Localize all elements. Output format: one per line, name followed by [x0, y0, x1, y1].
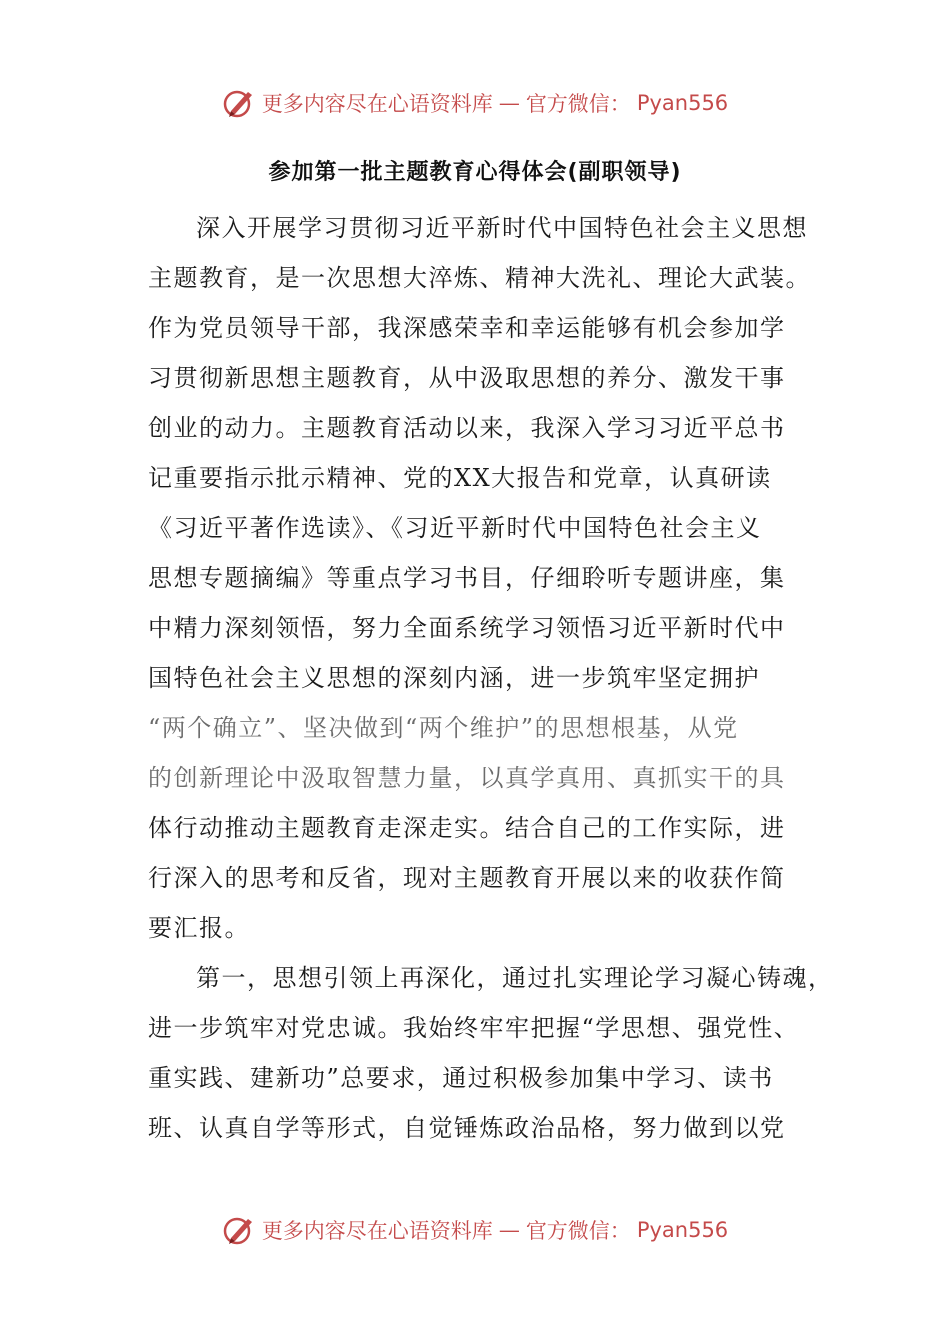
pen-circle-logo-icon	[222, 1213, 256, 1247]
paragraph-line: 记重要指示批示精神、党的XX大报告和党章，认真研读	[148, 464, 772, 492]
paragraph-line: 第一，思想引领上再深化，通过扎实理论学习凝心铸魂，	[196, 964, 834, 992]
banner-dash: —	[498, 91, 520, 115]
paragraph-line: 班、认真自学等形式，自觉锤炼政治品格，努力做到以党	[148, 1114, 786, 1142]
paragraph-line: 思想专题摘编》等重点学习书目，仔细聆听专题讲座，集	[148, 564, 786, 592]
paragraph-line: 创业的动力。主题教育活动以来，我深入学习习近平总书	[148, 414, 786, 442]
paragraph-line: 重实践、建新功”总要求，通过积极参加集中学习、读书	[148, 1064, 774, 1092]
banner-wechat-id: Pyan556	[636, 1218, 729, 1242]
banner-wechat-label: 官方微信：	[525, 92, 631, 116]
paragraph-line: 国特色社会主义思想的深刻内涵，进一步筑牢坚定拥护	[148, 664, 760, 692]
paragraph-line: 深入开展学习贯彻习近平新时代中国特色社会主义思想	[196, 214, 808, 242]
paragraph-line: 作为党员领导干部，我深感荣幸和幸运能够有机会参加学	[148, 314, 786, 342]
paragraph-2	[148, 953, 834, 1153]
paragraph-1	[148, 203, 811, 953]
paragraph-line: 中精力深刻领悟，努力全面系统学习领悟习近平新时代中	[148, 614, 786, 642]
paragraph-line: “两个确立”、坚决做到“两个维护”的思想根基，从党	[148, 714, 739, 742]
paragraph-line: 要汇报。	[148, 914, 250, 942]
document-title: 参加第一批主题教育心得体会(副职领导)	[268, 160, 682, 185]
pen-circle-logo-icon	[222, 86, 256, 120]
paragraph-line: 行深入的思考和反省，现对主题教育开展以来的收获作简	[148, 864, 786, 892]
paragraph-line: 习贯彻新思想主题教育，从中汲取思想的养分、激发干事	[148, 364, 786, 392]
header-banner	[0, 83, 950, 123]
banner-wechat-label: 官方微信：	[525, 1219, 631, 1243]
paragraph-line: 的创新理论中汲取智慧力量，以真学真用、真抓实干的具	[148, 764, 786, 792]
banner-text: 更多内容尽在心语资料库	[261, 1219, 493, 1243]
banner-dash: —	[498, 1218, 520, 1242]
banner-text: 更多内容尽在心语资料库	[261, 92, 493, 116]
banner-wechat-id: Pyan556	[636, 91, 729, 115]
paragraph-line: 体行动推动主题教育走深走实。结合自己的工作实际，进	[148, 814, 786, 842]
document-body	[148, 203, 834, 1153]
paragraph-line: 主题教育，是一次思想大淬炼、精神大洗礼、理论大武装。	[148, 264, 811, 292]
paragraph-line: 《习近平著作选读》、《习近平新时代中国特色社会主义	[148, 514, 762, 542]
footer-banner	[0, 1210, 950, 1250]
paragraph-line: 进一步筑牢对党忠诚。我始终牢牢把握“学思想、强党性、	[148, 1014, 800, 1042]
